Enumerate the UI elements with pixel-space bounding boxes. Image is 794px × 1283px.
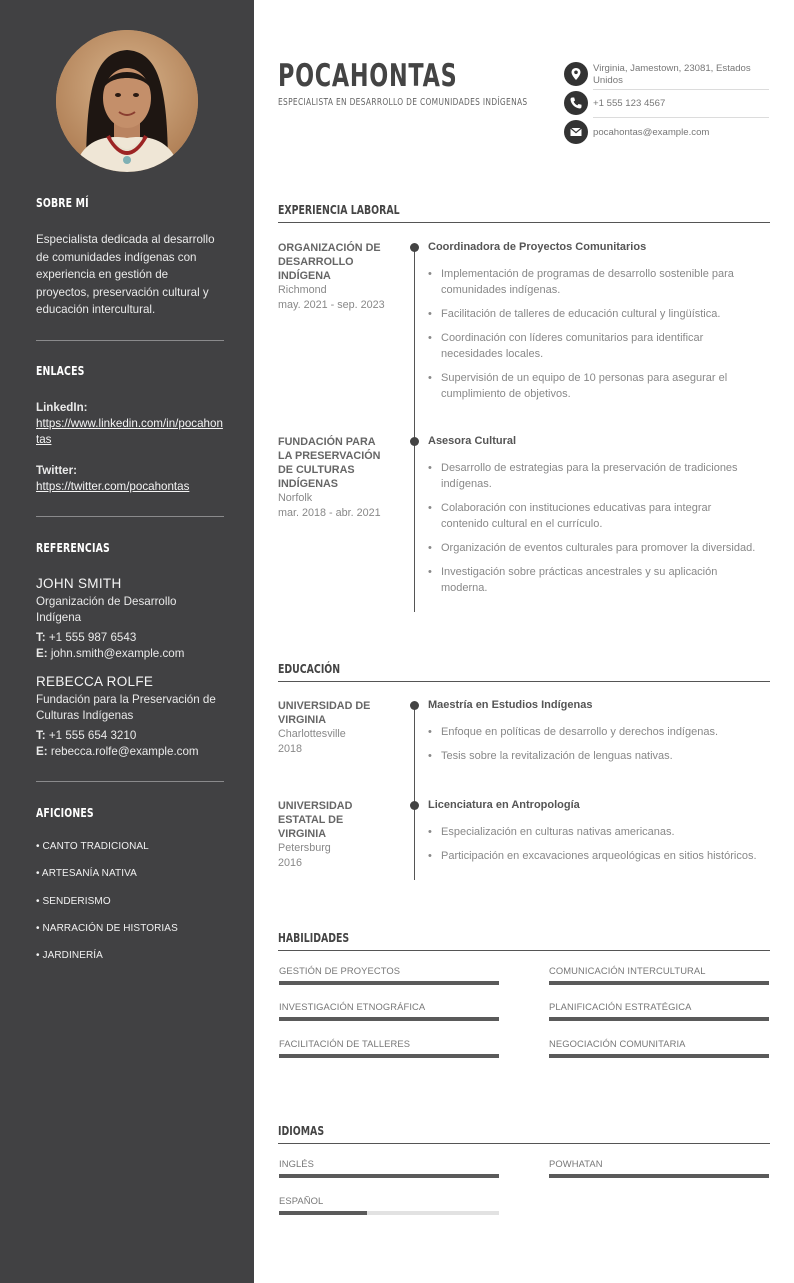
list-item: • Coordinación con líderes comunitarios para identificar necesidades locales. [428,330,758,362]
language-bar [279,1174,499,1178]
skill-bar-fill [549,1054,769,1058]
reference-email-value[interactable]: rebecca.rolfe@example.com [50,745,199,758]
section-rule [278,950,770,951]
reference-email-value[interactable]: john.smith@example.com [50,647,185,660]
language-bar [549,1174,769,1178]
language-name: INGLÉS [279,1158,314,1169]
references-heading: REFERENCIAS [36,541,110,555]
date-range: may. 2021 - sep. 2023 [278,299,385,311]
divider [36,516,224,517]
timeline-dot [410,437,419,446]
reference-phone-value: +1 555 654 3210 [48,729,137,742]
twitter-label: Twitter: [36,464,78,477]
list-item: • Facilitación de talleres de educación cultural y lingüística. [428,306,758,322]
profile-name: POCAHONTAS [278,58,458,94]
phone-label: T: [36,729,46,742]
timeline-dot [410,801,419,810]
experience-item [278,435,388,521]
timeline-dot [410,243,419,252]
twitter-link[interactable]: https://twitter.com/pocahontas [36,480,190,493]
linkedin-label: LinkedIn: [36,401,88,414]
degree: Licenciatura en Antropología [428,799,580,811]
skill-name: NEGOCIACIÓN COMUNITARIA [549,1038,686,1049]
contact-address: Virginia, Jamestown, 23081, Estados Unidos [593,63,751,86]
profile-title: ESPECIALISTA EN DESARROLLO DE COMUNIDADES INDÍGENAS [278,97,528,108]
reference-org: Fundación para la Preservación de Culturas Indígenas [36,693,216,722]
reference-name: REBECCA ROLFE [36,674,154,689]
list-item: • Supervisión de un equipo de 10 personas para asegurar el cumplimiento de objetivos. [428,370,758,402]
skill-bar [549,981,769,985]
reference-email [36,744,199,760]
skill-name: GESTIÓN DE PROYECTOS [279,965,401,976]
location: Richmond [278,284,327,296]
reference-phone [36,728,136,744]
skill-bar-fill [549,981,769,985]
list-item: • Desarrollo de estrategias para la preservación de tradiciones indígenas. [428,460,758,492]
hobby-item: • CANTO TRADICIONAL [36,841,149,852]
skill-name: COMUNICACIÓN INTERCULTURAL [549,965,706,976]
graduation-year: 2016 [278,857,303,869]
list-item: • Especialización en culturas nativas americanas. [428,824,758,840]
location: Charlottesville [278,728,346,740]
section-rule [278,1143,770,1144]
divider [36,340,224,341]
skill-name: PLANIFICACIÓN ESTRATÉGICA [549,1001,692,1012]
degree: Maestría en Estudios Indígenas [428,699,593,711]
skill-item [279,1001,499,1021]
job-role: Coordinadora de Proyectos Comunitarios [428,241,647,253]
list-item: • Implementación de programas de desarrollo sostenible para comunidades indígenas. [428,266,758,298]
sidebar [0,0,254,1283]
list-item: • Enfoque en políticas de desarrollo y derechos indígenas. [428,724,758,740]
institution: UNIVERSIDAD DE VIRGINIA [278,700,371,726]
list-item: • Investigación sobre prácticas ancestrales y su aplicación moderna. [428,564,758,596]
skill-item [549,1038,769,1058]
about-text: Especialista dedicada al desarrollo de comunidades indígenas con experiencia en gestión de proyectos, preservación cultural y educación intercultural. [36,233,215,316]
timeline-line [414,246,415,612]
language-bar-fill [279,1211,367,1215]
languages-heading: IDIOMAS [278,1123,325,1138]
phone-label: T: [36,631,46,644]
experience-item [278,241,388,313]
hobby-item: • JARDINERÍA [36,950,103,961]
reference-phone [36,630,136,646]
graduation-year: 2018 [278,743,303,755]
phone-icon [564,91,588,115]
location: Norfolk [278,492,313,504]
list-item: • Organización de eventos culturales para promover la diversidad. [428,540,758,556]
links-heading: ENLACES [36,364,85,378]
reference-phone-value: +1 555 987 6543 [48,631,137,644]
reference-org: Organización de Desarrollo Indígena [36,595,177,624]
about-heading: SOBRE MÍ [36,196,89,210]
skill-bar [549,1054,769,1058]
hobby-item: • ARTESANÍA NATIVA [36,868,137,879]
location: Petersburg [278,842,331,854]
institution: UNIVERSIDAD ESTATAL DE VIRGINIA [278,800,353,840]
reference-email [36,646,184,662]
timeline-dot [410,701,419,710]
reference-name: JOHN SMITH [36,576,122,591]
experience-heading: EXPERIENCIA LABORAL [278,202,400,217]
divider [593,89,769,90]
divider [36,781,224,782]
section-rule [278,681,770,682]
list-item: • Colaboración con instituciones educativas para integrar contenido cultural en el currículo. [428,500,758,532]
education-details [428,724,758,772]
linkedin-link[interactable]: https://www.linkedin.com/in/pocahontas [36,417,223,446]
hobby-item: • SENDERISMO [36,896,111,907]
section-rule [278,222,770,223]
skill-bar [549,1017,769,1021]
email-label: E: [36,745,48,758]
responsibility-list [428,460,758,604]
hobbies-heading: AFICIONES [36,806,94,820]
education-item [278,799,388,871]
skill-item [549,1001,769,1021]
organization: FUNDACIÓN PARA LA PRESERVACIÓN DE CULTURAS INDÍGENAS [278,436,381,490]
skill-item [279,1038,499,1058]
language-bar-fill [279,1174,499,1178]
profile-photo [56,30,198,172]
skill-name: INVESTIGACIÓN ETNOGRÁFICA [279,1001,426,1012]
language-item [549,1158,769,1178]
language-bar-fill [549,1174,769,1178]
language-bar [279,1211,499,1215]
language-name: ESPAÑOL [279,1195,324,1206]
envelope-icon [564,120,588,144]
email-label: E: [36,647,48,660]
job-role: Asesora Cultural [428,435,517,447]
language-name: POWHATAN [549,1158,603,1169]
list-item: • Tesis sobre la revitalización de lenguas nativas. [428,748,758,764]
responsibility-list [428,266,758,410]
education-details [428,824,758,872]
location-pin-icon [564,62,588,86]
hobby-item: • NARRACIÓN DE HISTORIAS [36,923,178,934]
date-range: mar. 2018 - abr. 2021 [278,507,381,519]
education-heading: EDUCACIÓN [278,661,341,676]
skill-bar-fill [279,1054,499,1058]
contact-email[interactable]: pocahontas@example.com [593,127,710,138]
skill-bar-fill [279,1017,499,1021]
skill-item [549,965,769,985]
contact-phone: +1 555 123 4567 [593,98,666,109]
organization: ORGANIZACIÓN DE DESARROLLO INDÍGENA [278,242,381,282]
skills-heading: HABILIDADES [278,930,350,945]
timeline-line [414,705,415,880]
skill-bar-fill [549,1017,769,1021]
skill-bar [279,1054,499,1058]
skill-item [279,965,499,985]
language-item [279,1195,499,1215]
skill-bar [279,1017,499,1021]
skill-bar [279,981,499,985]
list-item: • Participación en excavaciones arqueológicas en sitios históricos. [428,848,758,864]
skill-name: FACILITACIÓN DE TALLERES [279,1038,411,1049]
education-item [278,699,388,757]
skill-bar-fill [279,981,499,985]
language-item [279,1158,499,1178]
divider [593,117,769,118]
